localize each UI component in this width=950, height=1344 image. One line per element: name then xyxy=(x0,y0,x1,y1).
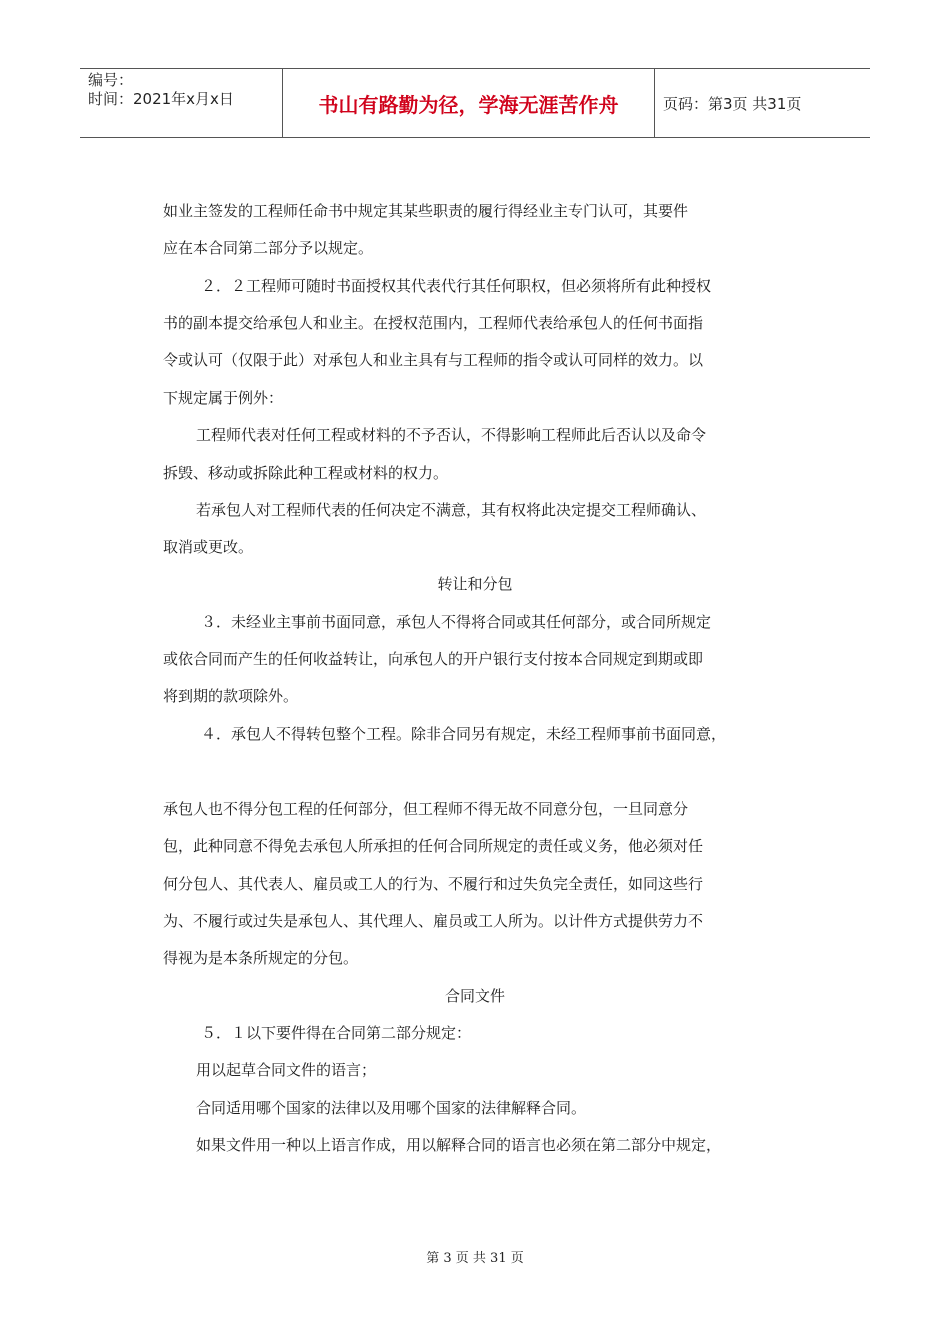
body-line: 工程师代表对任何工程或材料的不予否认，不得影响工程师此后否认以及命令 xyxy=(196,426,707,444)
body-line: 将到期的款项除外。 xyxy=(163,687,299,705)
header-page-info: 页码：第3页 共31页 xyxy=(663,94,802,113)
number-label: 编号： xyxy=(88,71,134,89)
body-line: 下规定属于例外： xyxy=(163,389,284,407)
page-header xyxy=(80,68,870,138)
body-line: 包，此种同意不得免去承包人所承担的任何合同所规定的责任或义务，他必须对任 xyxy=(163,837,704,855)
body-line: 用以起草合同文件的语言； xyxy=(196,1061,377,1079)
body-line: ４．承包人不得转包整个工程。除非合同另有规定，未经工程师事前书面同意， xyxy=(201,725,727,743)
header-motto: 书山有路勤为径，学海无涯苦作舟 xyxy=(282,69,655,137)
header-meta xyxy=(80,69,282,137)
page-footer: 第 3 页 共 31 页 xyxy=(426,1251,524,1266)
body-line: ２．２工程师可随时书面授权其代表代行其任何职权，但必须将所有此种授权 xyxy=(201,277,712,295)
body-line: 何分包人、其代表人、雇员或工人的行为、不履行和过失负完全责任，如同这些行 xyxy=(163,875,704,893)
section-heading: 转让和分包 xyxy=(437,575,513,593)
body-line: 或依合同而产生的任何收益转让，向承包人的开户银行支付按本合同规定到期或即 xyxy=(163,650,704,668)
body-line: 如业主签发的工程师任命书中规定其某些职责的履行得经业主专门认可，其要件 xyxy=(163,202,689,220)
body-line: 承包人也不得分包工程的任何部分，但工程师不得无故不同意分包，一旦同意分 xyxy=(163,800,689,818)
body-line: ５．１以下要件得在合同第二部分规定： xyxy=(201,1024,472,1042)
body-line: 为、不履行或过失是承包人、其代理人、雇员或工人所为。以计件方式提供劳力不 xyxy=(163,912,704,930)
body-line: 拆毁、移动或拆除此种工程或材料的权力。 xyxy=(163,464,449,482)
body-line: 若承包人对工程师代表的任何决定不满意，其有权将此决定提交工程师确认、 xyxy=(196,501,707,519)
body-line: ３．未经业主事前书面同意，承包人不得将合同或其任何部分，或合同所规定 xyxy=(201,613,712,631)
body-line: 令或认可（仅限于此）对承包人和业主具有与工程师的指令或认可同样的效力。以 xyxy=(163,351,704,369)
body-line: 得视为是本条所规定的分包。 xyxy=(163,949,359,967)
body-line: 取消或更改。 xyxy=(163,538,254,556)
time-label: 时间：2021年x月x日 xyxy=(88,90,234,108)
body-line: 书的副本提交给承包人和业主。在授权范围内，工程师代表给承包人的任何书面指 xyxy=(163,314,704,332)
body-line: 如果文件用一种以上语言作成，用以解释合同的语言也必须在第二部分中规定， xyxy=(196,1136,722,1154)
body-line: 应在本合同第二部分予以规定。 xyxy=(163,239,374,257)
section-heading: 合同文件 xyxy=(444,987,505,1005)
body-line: 合同适用哪个国家的法律以及用哪个国家的法律解释合同。 xyxy=(196,1099,587,1117)
